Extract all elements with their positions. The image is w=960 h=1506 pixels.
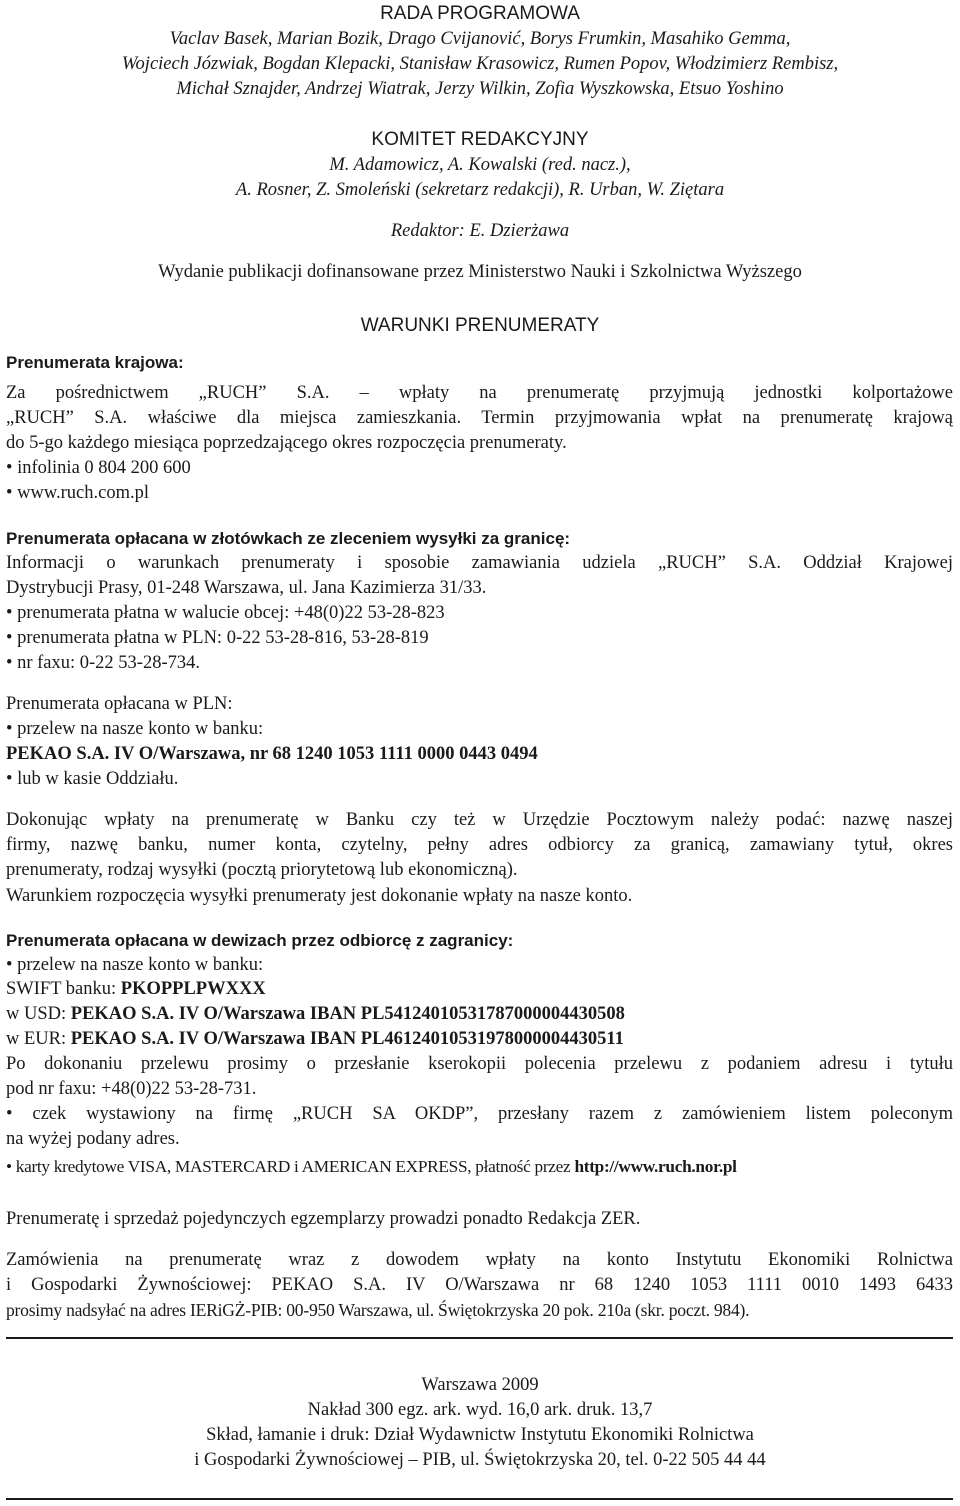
krajowa-line: do 5-go każdego miesiąca poprzedzającego okres rozpoczęcia prenumeraty. bbox=[6, 433, 567, 453]
usd-account: PEKAO S.A. IV O/Warszawa IBAN PL54124010531787000004430508 bbox=[70, 1004, 625, 1024]
zamowienia-line: i Gospodarki Żywnościowej: PEKAO S.A. IV O/Warszawa nr 68 1240 1053 1111 0010 1493 6433 bbox=[6, 1275, 953, 1295]
zlotowki-line: Informacji o warunkach prenumeraty i sposobie zamawiania udziela „RUCH” S.A. Oddział Krajowej bbox=[6, 553, 953, 573]
zlotowki-line: • prenumerata płatna w walucie obcej: +48(0)22 53-28-823 bbox=[6, 603, 445, 623]
footer-line: Nakład 300 egz. ark. wyd. 16,0 ark. druk. 13,7 bbox=[307, 1400, 653, 1420]
pln-line: • lub w kasie Oddziału. bbox=[6, 769, 179, 789]
pln-heading: Prenumerata opłacana w PLN: bbox=[6, 694, 233, 714]
dokonujac-line: Dokonując wpłaty na prenumeratę w Banku czy też w Urzędzie Pocztowym należy podać: nazwę naszej bbox=[6, 810, 953, 830]
swift-code: PKOPPLPWXXX bbox=[120, 979, 266, 999]
eur-prefix: w EUR: bbox=[6, 1029, 71, 1049]
dewizy-heading: Prenumerata opłacana w dewizach przez odbiorcę z zagranicy: bbox=[6, 931, 514, 950]
zlotowki-heading: Prenumerata opłacana w złotówkach ze zleceniem wysyłki za granicę: bbox=[6, 529, 571, 548]
dewizy-usd bbox=[6, 1002, 625, 1027]
dewizy-after-line: na wyżej podany adres. bbox=[6, 1129, 180, 1149]
zlotowki-line: Dystrybucji Prasy, 01-248 Warszawa, ul. Jana Kazimierza 31/33. bbox=[6, 578, 487, 598]
dokonujac-line: firmy, nazwę banku, numer konta, czytelny, pełny adres odbiorcy za granicą, zamawiany tytuł, okres bbox=[6, 835, 953, 855]
dokonujac-line: Warunkiem rozpoczęcia wysyłki prenumeraty jest dokonanie wpłaty na nasze konto. bbox=[6, 886, 633, 906]
rada-members-line: Michał Sznajder, Andrzej Wiatrak, Jerzy Wilkin, Zofia Wyszkowska, Etsuo Yoshino bbox=[176, 79, 784, 99]
dewizy-eur bbox=[6, 1027, 624, 1052]
rada-members-line: Vaclav Basek, Marian Bozik, Drago Cvijanović, Borys Frumkin, Masahiko Gemma, bbox=[169, 29, 791, 49]
krajowa-heading: Prenumerata krajowa: bbox=[6, 353, 184, 372]
eur-account: PEKAO S.A. IV O/Warszawa IBAN PL46124010531978000004430511 bbox=[70, 1029, 624, 1049]
footer-line: i Gospodarki Żywnościowej – PIB, ul. Świętokrzyska 20, tel. 0-22 505 44 44 bbox=[194, 1450, 766, 1470]
zamowienia-line: prosimy nadsyłać na adres IERiGŻ-PIB: 00-950 Warszawa, ul. Świętokrzyska 20 pok. 210a (skr. poczt. 984). bbox=[6, 1300, 750, 1320]
komitet-members-line: A. Rosner, Z. Smoleński (sekretarz redakcji), R. Urban, W. Ziętara bbox=[235, 180, 725, 200]
pln-line: • przelew na nasze konto w banku: bbox=[6, 719, 264, 739]
funding-note: Wydanie publikacji dofinansowane przez Ministerstwo Nauki i Szkolnictwa Wyższego bbox=[158, 262, 802, 282]
dokonujac-line: prenumeraty, rodzaj wysyłki (pocztą priorytetową lub ekonomiczną). bbox=[6, 860, 518, 880]
dewizy-swift bbox=[6, 977, 266, 1002]
rada-heading: RADA PROGRAMOWA bbox=[380, 3, 580, 24]
zlotowki-line: • nr faxu: 0-22 53-28-734. bbox=[6, 653, 201, 673]
footer-line: Skład, łamanie i druk: Dział Wydawnictw Instytutu Ekonomiki Rolnictwa bbox=[206, 1425, 754, 1445]
komitet-heading: KOMITET REDAKCYJNY bbox=[371, 129, 589, 150]
bottom-divider-line bbox=[6, 1498, 953, 1500]
redaktor: Redaktor: E. Dzierżawa bbox=[390, 221, 570, 241]
dewizy-after-line: • czek wystawiony na firmę „RUCH SA OKDP”, przesłany razem z zamówieniem listem poleconym bbox=[6, 1104, 953, 1124]
dewizy-line: • przelew na nasze konto w banku: bbox=[6, 955, 264, 975]
komitet-members-line: M. Adamowicz, A. Kowalski (red. nacz.), bbox=[329, 155, 631, 175]
footer-line: Warszawa 2009 bbox=[421, 1375, 539, 1395]
zlotowki-line: • prenumerata płatna w PLN: 0-22 53-28-816, 53-28-819 bbox=[6, 628, 429, 648]
krajowa-infolinia: • infolinia 0 804 200 600 bbox=[6, 458, 191, 478]
krajowa-www: • www.ruch.com.pl bbox=[6, 483, 149, 503]
krajowa-line: „RUCH” S.A. właściwe dla miejsca zamieszkania. Termin przyjmowania wpłat na prenumeratę krajową bbox=[6, 408, 953, 428]
cards-url[interactable]: http://www.ruch.nor.pl bbox=[574, 1157, 737, 1176]
dewizy-after-line: pod nr faxu: +48(0)22 53-28-731. bbox=[6, 1079, 257, 1099]
cards-text: • karty kredytowe VISA, MASTERCARD i AMERICAN EXPRESS, płatność przez bbox=[6, 1157, 575, 1176]
pln-account: PEKAO S.A. IV O/Warszawa, nr 68 1240 1053 1111 0000 0443 0494 bbox=[6, 744, 538, 764]
usd-prefix: w USD: bbox=[6, 1004, 71, 1024]
dewizy-cards bbox=[6, 1154, 737, 1179]
krajowa-line: Za pośrednictwem „RUCH” S.A. – wpłaty na prenumeratę przyjmują jednostki kolportażowe bbox=[6, 383, 953, 403]
zamowienia-line: Zamówienia na prenumeratę wraz z dowodem wpłaty na konto Instytutu Ekonomiki Rolnictwa bbox=[6, 1250, 953, 1270]
zer-note: Prenumeratę i sprzedaż pojedynczych egzemplarzy prowadzi ponadto Redakcja ZER. bbox=[6, 1209, 641, 1229]
warunki-heading: WARUNKI PRENUMERATY bbox=[360, 315, 600, 336]
swift-prefix: SWIFT banku: bbox=[6, 979, 121, 999]
divider-line bbox=[6, 1337, 953, 1339]
rada-members-line: Wojciech Józwiak, Bogdan Klepacki, Stanisław Krasowicz, Rumen Popov, Włodzimierz Rembisz, bbox=[121, 54, 839, 74]
dewizy-after-line: Po dokonaniu przelewu prosimy o przesłanie kserokopii polecenia przelewu z podaniem adresu i tytułu bbox=[6, 1054, 953, 1074]
